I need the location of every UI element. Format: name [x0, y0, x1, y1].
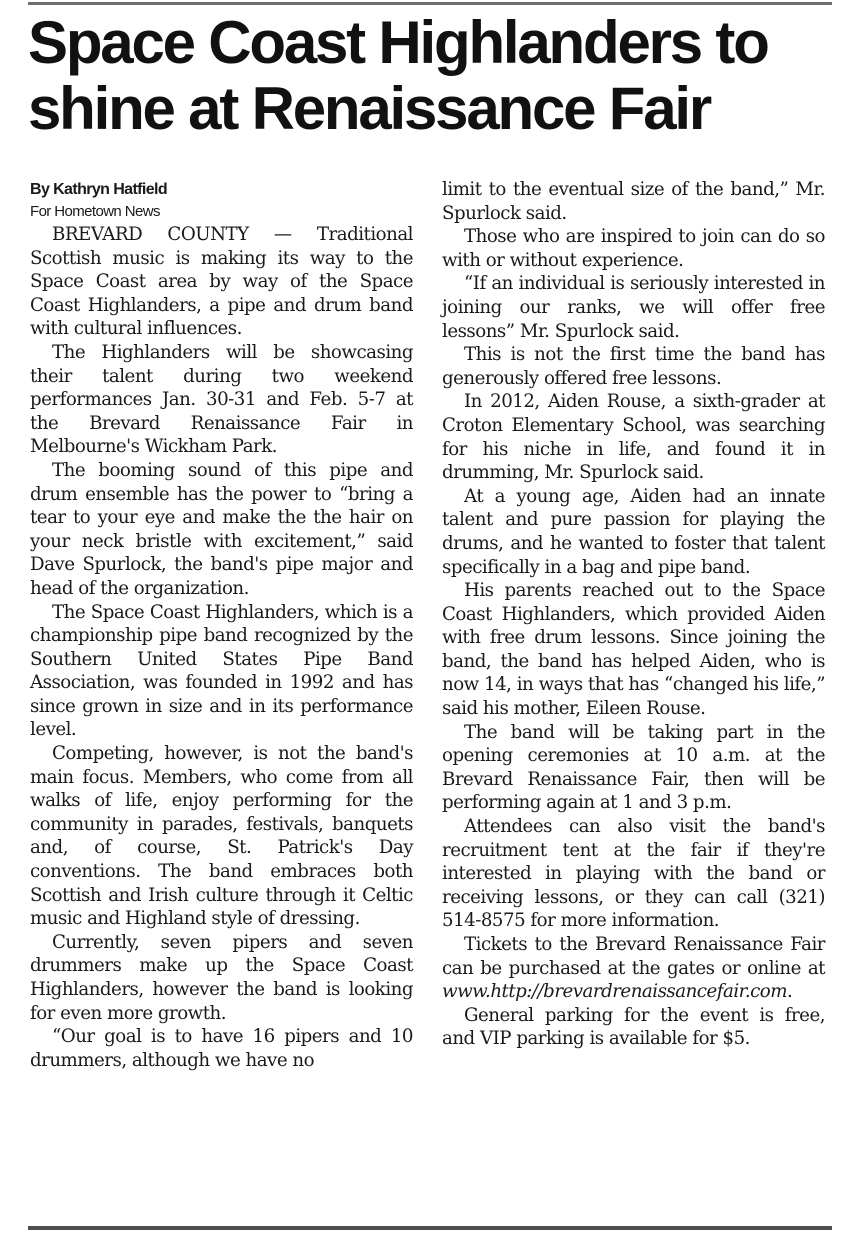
paragraph-continued: limit to the eventual size of the band,” Mr. Spurlock said.	[442, 179, 825, 224]
paragraph: The booming sound of this pipe and drum ensemble has the power to “bring a tear to your eye and make the the hair on your neck bristle with excitement,” said Dave Spurlock, the band's pipe major and head of the organization.	[30, 459, 413, 599]
byline: By Kathryn Hatfield	[30, 181, 168, 198]
paragraph: Attendees can also visit the band's recruitment tent at the fair if they're interested in playing with the band or receiving lessons, or they can call (321) 514-8575 for more information.	[442, 816, 825, 932]
paragraph-tickets	[442, 933, 825, 1004]
affiliation: For Hometown News	[30, 203, 160, 220]
paragraph: Currently, seven pipers and seven drummers make up the Space Coast Highlanders, however the band is looking for even more growth.	[30, 931, 413, 1024]
paragraph: At a young age, Aiden had an innate talent and pure passion for playing the drums, and he wanted to foster that talent specifically in a bag and pipe band.	[442, 485, 825, 578]
paragraph: BREVARD COUNTY — Traditional Scottish music is making its way to the Space Coast area by way of the Space Coast Highlanders, a pipe and drum band with cultural influences.	[30, 224, 413, 340]
article-column-left	[30, 178, 413, 1072]
tickets-text-end: .	[787, 981, 793, 1003]
paragraph: This is not the first time the band has generously offered free lessons.	[442, 344, 825, 389]
paragraph: The Highlanders will be showcasing their talent during two weekend performances Jan. 30-31 and Feb. 5-7 at the Brevard Renaissance Fair in Melbourne's Wickham Park.	[30, 341, 413, 458]
paragraph: General parking for the event is free, and VIP parking is available for $5.	[442, 1004, 825, 1050]
paragraph: “If an individual is seriously interested in joining our ranks, we will offer free lessons” Mr. Spurlock said.	[442, 273, 825, 342]
top-rule	[28, 2, 832, 5]
headline: Space Coast Highlanders to shine at Renaissance Fair	[28, 9, 768, 142]
paragraph: The Space Coast Highlanders, which is a championship pipe band recognized by the Southern United States Pipe Band Association, was founded in 1992 and has since grown in size and in its performance level.	[30, 601, 413, 741]
fair-website-url: www.http://brevardrenaissancefair.com	[442, 981, 787, 1003]
paragraph: Competing, however, is not the band's main focus. Members, who come from all walks of life, enjoy performing for the community in parades, festivals, banquets and, of course, St. Patrick's Day conventions. The band embraces both Scottish and Irish culture through it Celtic music and Highland style of dressing.	[30, 743, 413, 930]
paragraph: The band will be taking part in the opening ceremonies at 10 a.m. at the Brevard Renaissance Fair, then will be performing again at 1 and 3 p.m.	[442, 721, 825, 814]
tickets-text: Tickets to the Brevard Renaissance Fair can be purchased at the gates or online at	[442, 934, 825, 979]
paragraph: “Our goal is to have 16 pipers and 10 drummers, although we have no	[30, 1026, 413, 1071]
paragraph: His parents reached out to the Space Coast Highlanders, which provided Aiden with free drum lessons. Since joining the band, the band has helped Aiden, who is now 14, in ways that has “changed his life,” said his mother, Eileen Rouse.	[442, 580, 825, 720]
paragraph: In 2012, Aiden Rouse, a sixth-grader at Croton Elementary School, was searching for his niche in life, and found it in drumming, Mr. Spurlock said.	[442, 391, 825, 484]
article-column-right	[442, 178, 825, 1051]
bottom-rule	[28, 1226, 832, 1230]
paragraph: Those who are inspired to join can do so with or without experience.	[442, 226, 825, 271]
